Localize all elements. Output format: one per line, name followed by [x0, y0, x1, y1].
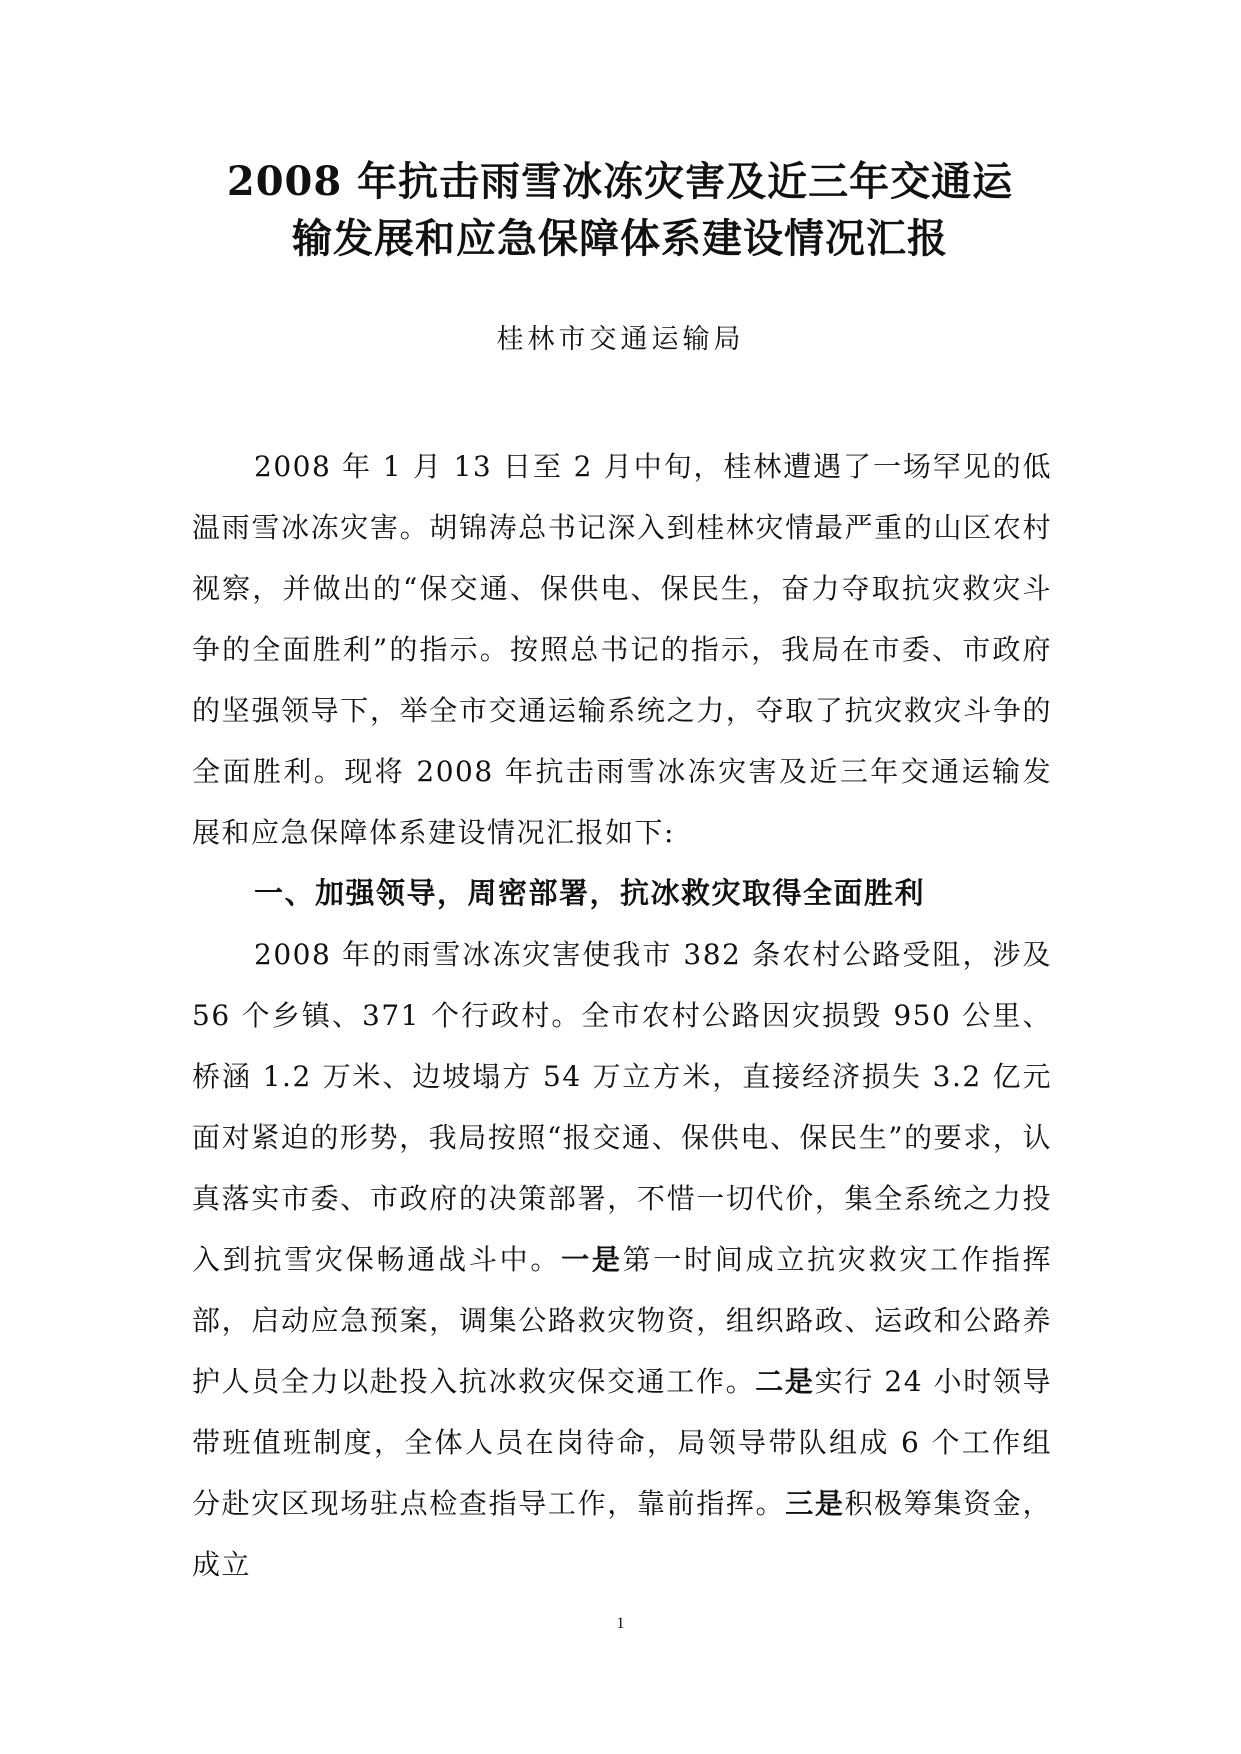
intro-paragraph: 2008 年 1 月 13 日至 2 月中旬，桂林遭遇了一场罕见的低温雨雪冰冻灾害。胡锦涛总书记深入到桂林灾情最严重的山区农村视察，并做出的“保交通、保供电、保民生，奋力夺取抗灾救灾斗争的全面胜利”的指示。按照总书记的指示，我局在市委、市政府的坚强领导下，举全市交通运输系统之力，夺取了抗灾救灾斗争的全面胜利。现将 2008 年抗击雨雪冰冻灾害及近三年交通运输发展和应急保障体系建设情况汇报如下: — [192, 450, 1052, 849]
document-body — [192, 436, 1052, 1595]
list-marker-3: 三是 — [785, 1487, 845, 1520]
title-line-1: 2008 年抗击雨雪冰冻灾害及近三年交通运 — [226, 158, 1014, 205]
paragraph-text: 2008 年的雨雪冰冻灾害使我市 382 条农村公路受阻，涉及 56 个乡镇、371 个行政村。全市农村公路因灾损毁 950 公里、桥涵 1.2 万米、边坡塌方 54 万立方米，直接经济损失 3.2 亿元面对紧迫的形势，我局按照“报交通、保供电、保民生”的要求，认真落实市委、市政府的决策部署，不惜一切代价，集全系统之力投入到抗雪灾保畅通战斗中。 — [192, 938, 1052, 1276]
paragraph-text: 积极筹集资金，成立 — [192, 1487, 1052, 1581]
page-number: 1 — [616, 1615, 625, 1632]
list-marker-1: 一是 — [561, 1243, 623, 1276]
section-heading-1: 一、加强领导，周密部署，抗冰救灾取得全面胜利 — [254, 876, 926, 910]
title-line-2: 输发展和应急保障体系建设情况汇报 — [292, 215, 948, 262]
section-1-paragraph — [192, 924, 1052, 1595]
document-title — [150, 153, 1090, 267]
document-author: 桂林市交通运输局 — [496, 324, 745, 355]
paragraph-text: 实行 24 小时领导带班值班制度，全体人员在岗待命，局领导带队组成 6 个工作组分赴灾区现场驻点检查指导工作，靠前指挥。 — [192, 1365, 1052, 1520]
paragraph-text: 第一时间成立抗灾救灾工作指挥部，启动应急预案，调集公路救灾物资，组织路政、运政和公路养护人员全力以赴投入抗冰救灾保交通工作。 — [192, 1243, 1052, 1398]
list-marker-2: 二是 — [755, 1365, 815, 1398]
